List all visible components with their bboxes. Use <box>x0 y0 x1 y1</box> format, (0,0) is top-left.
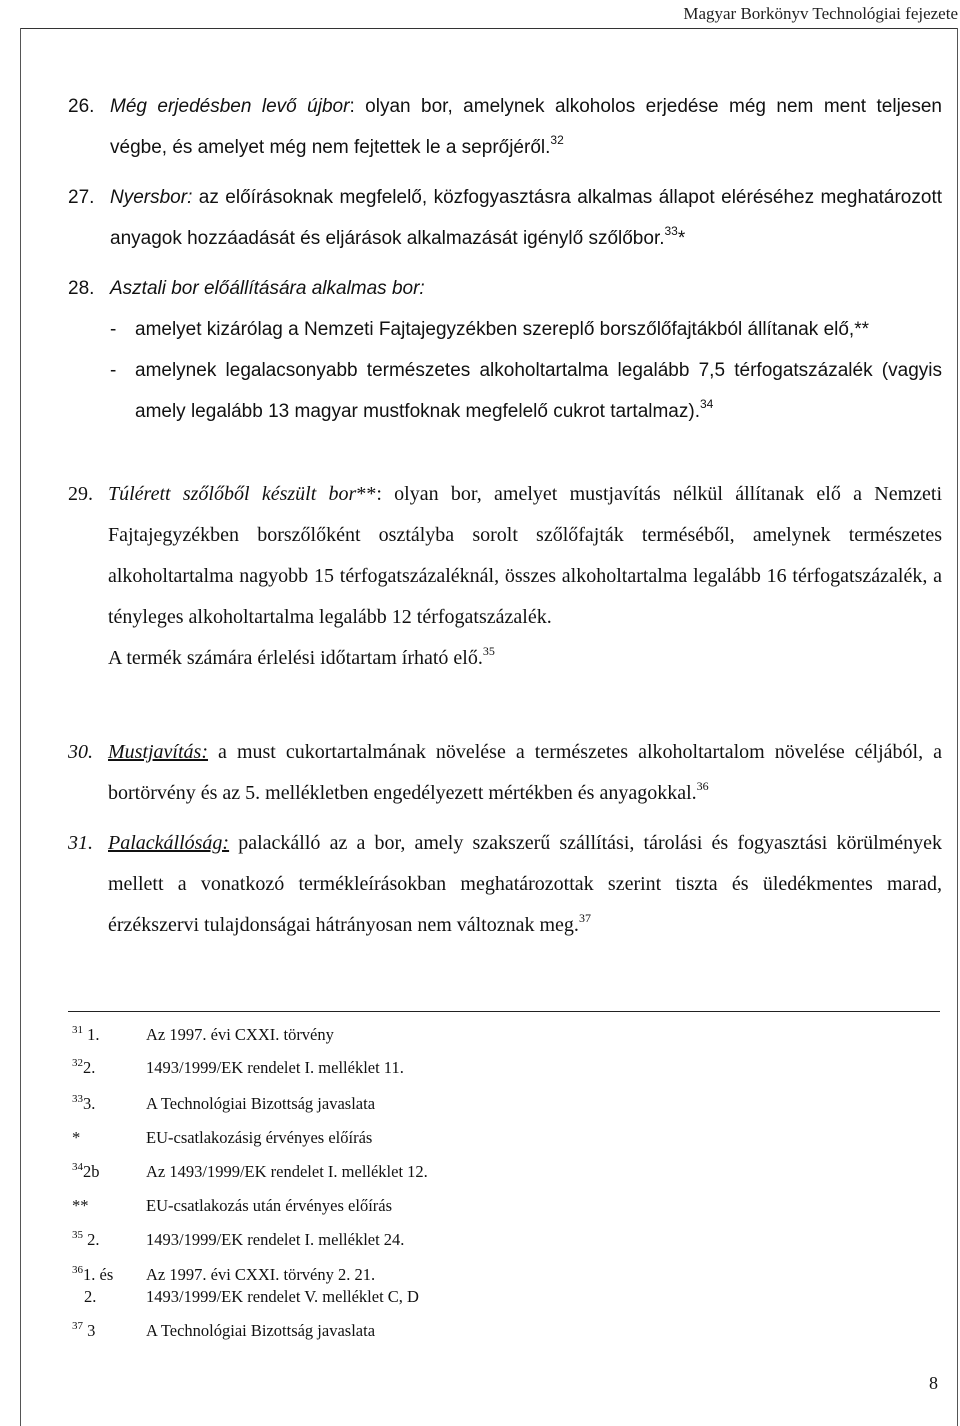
definition-term: Palackállóság: <box>108 832 230 854</box>
footnote-marker: $^{31}$ 1. <box>72 1024 100 1044</box>
definition-body <box>110 177 942 259</box>
footnote-ref: 36 <box>696 779 709 793</box>
definition-body <box>108 823 942 946</box>
definition-body <box>108 732 942 814</box>
definition-extra: A termék számára érlelési időtartam írható elő.$^{35}$ <box>108 644 495 669</box>
bullet-text: amelynek legalacsonyabb természetes alkoholtartalma legalább 7,5 térfogatszázalék (vagyis amely legalább 13 magyar mustfoknak megfelelő cukrot tartalmaz). <box>135 360 942 422</box>
definition-text: **: olyan bor, amelyet mustjavítás nélkül állítanak elő a Nemzeti Fajtajegyzékben borszőlőként osztályba sorolt szőlőfajták terméséből, amelynek természetes alkoholtartalma nagyobb 15 térfogatszázaléknál, összes alkoholtartalma legalább 16 térfogatszázalék, a tényleges alkoholtartalma legalább 12 térfogatszázalék. <box>108 483 943 628</box>
footnote-marker: 2. <box>84 1287 97 1306</box>
footnote-marker: $^{32}$2. <box>72 1057 96 1077</box>
definition-term: Még erjedésben levő újbor <box>110 96 350 117</box>
footnote <box>72 1057 932 1079</box>
page-frame-left <box>20 28 21 1426</box>
definition-number: 31. <box>68 832 93 854</box>
footnote-marker: ** <box>72 1196 89 1215</box>
definition-number: 26. <box>68 96 95 117</box>
page-number: 8 <box>929 1373 938 1393</box>
footnote-marker: $^{33}$3. <box>72 1093 96 1113</box>
definition-term: Mustjavítás: <box>108 741 208 763</box>
footnote-text: Az 1997. évi CXXI. törvény 2. 21. <box>146 1265 376 1284</box>
header-rule <box>20 28 958 29</box>
definition-body <box>108 474 942 638</box>
footnote-text: A Technológiai Bizottság javaslata <box>146 1321 376 1340</box>
bullet-dash: - <box>110 360 117 381</box>
footnote-marker: $^{36}$1. és <box>72 1264 114 1284</box>
definition-29 <box>68 474 942 679</box>
footnote <box>72 1286 932 1308</box>
footnote-text: A Technológiai Bizottság javaslata <box>146 1094 376 1113</box>
definition-30 <box>68 732 942 814</box>
footnote-marker: $^{37}$ 3 <box>72 1320 96 1340</box>
footnote <box>72 1127 932 1149</box>
definition-term: Nyersbor: <box>110 187 193 208</box>
footnote <box>72 1320 932 1342</box>
page-frame-right <box>957 28 958 1426</box>
footnote <box>72 1024 932 1046</box>
footnote <box>72 1195 932 1217</box>
bullet-list <box>110 309 942 432</box>
definition-31 <box>68 823 942 946</box>
footnote-text: Az 1997. évi CXXI. törvény <box>146 1025 334 1044</box>
definition-26 <box>68 86 942 168</box>
bullet-item <box>110 309 942 350</box>
definition-27 <box>68 177 942 259</box>
definition-term: Asztali bor előállítására alkalmas bor: <box>110 278 425 299</box>
footnote-marker: $^{34}$2b <box>72 1161 100 1181</box>
footnote-text: Az 1493/1999/EK rendelet I. melléklet 12. <box>146 1162 428 1181</box>
definition-number: 27. <box>68 187 95 208</box>
definition-text: : olyan bor, amelynek alkoholos erjedése még nem ment teljesen végbe, és amelyet még nem fejtettek le a seprőjéről. <box>110 96 942 158</box>
definition-text: a must cukortartalmának növelése a természetes alkoholtartalom növelése céljából, a bortörvény és az 5. mellékletben engedélyezett mértékben és anyagokkal. <box>108 741 942 804</box>
footnote-marker: * <box>72 1128 81 1147</box>
footnote-ref: 34 <box>699 397 714 411</box>
footnote-rule <box>68 1011 940 1012</box>
footnote-text: 1493/1999/EK rendelet I. melléklet 24. <box>146 1230 405 1249</box>
bullet-item <box>110 350 942 432</box>
definition-28 <box>68 268 942 432</box>
definition-number: 29. <box>68 483 93 505</box>
footnote <box>72 1093 932 1115</box>
footnote-ref: 37 <box>578 911 591 925</box>
definition-term: Túlérett szőlőből készült bor <box>108 483 357 505</box>
definition-number: 28. <box>68 278 95 299</box>
footnote <box>72 1229 932 1251</box>
definition-number: 30. <box>68 741 93 763</box>
definition-body <box>110 86 942 168</box>
definition-text: az előírásoknak megfelelő, közfogyasztásra alkalmas állapot eléréséhez meghatározott anyagok hozzáadását és eljárások alkalmazását igénylő szőlőbor. <box>110 187 942 249</box>
footnote-marker: $^{35}$ 2. <box>72 1229 100 1249</box>
footnote-text: EU-csatlakozás után érvényes előírás <box>146 1196 393 1215</box>
running-header: Magyar Borkönyv Technológiai fejezete <box>683 4 958 23</box>
footnote <box>72 1161 932 1183</box>
footnote-text: 1493/1999/EK rendelet I. melléklet 11. <box>146 1058 404 1077</box>
bullet-text: amelyet kizárólag a Nemzeti Fajtajegyzékben szereplő borszőlőfajtákból állítanak elő,** <box>135 319 869 340</box>
bullet-dash: - <box>110 319 117 340</box>
footnote-ref: 33 <box>664 224 678 238</box>
footnote-marker: * <box>677 228 686 249</box>
definition-text: palackálló az a bor, amely szakszerű szállítási, tárolási és fogyasztási körülmények mellett a vonatkozó termékleírásokban meghatározottak szerint tiszta és üledékmentes marad, érzékszervi tulajdonságai hátrányosan nem változnak meg. <box>108 832 942 936</box>
footnote-text: EU-csatlakozásig érvényes előírás <box>146 1128 373 1147</box>
footnote-text: 1493/1999/EK rendelet V. melléklet C, D <box>146 1287 419 1306</box>
footnote-ref: 35 <box>482 644 495 658</box>
definition-body <box>110 268 942 309</box>
footnote-ref: 32 <box>550 133 564 147</box>
footnote <box>72 1264 932 1286</box>
